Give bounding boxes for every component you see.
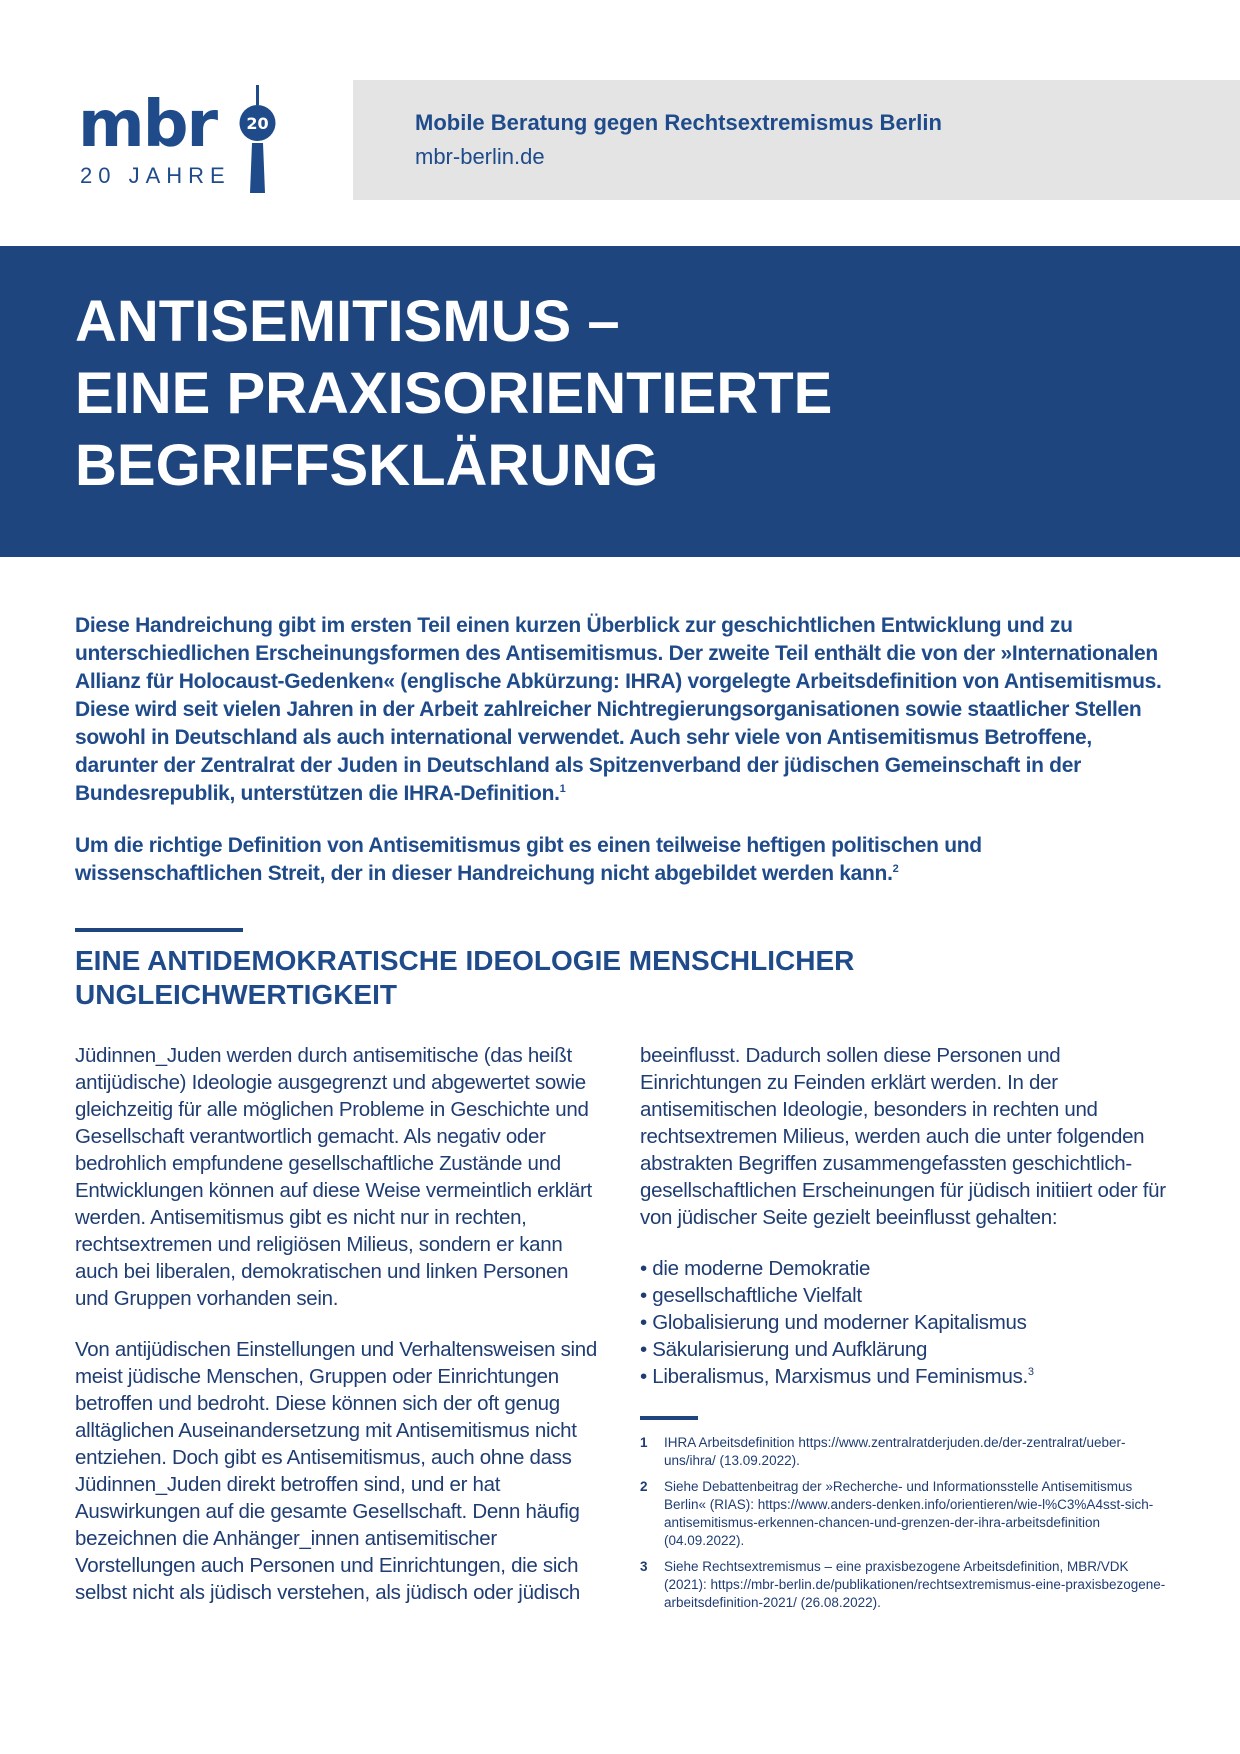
section-heading: EINE ANTIDEMOKRATISCHE IDEOLOGIE MENSCHLICHER UNGLEICHWERTIGKEIT	[75, 945, 855, 1010]
footnote-ref[interactable]: 3	[1027, 1366, 1034, 1379]
mbr-logo	[78, 85, 288, 195]
left-column	[75, 1042, 605, 1630]
title-line: BEGRIFFSKLÄRUNG	[75, 433, 659, 498]
intro-paragraph	[75, 832, 1170, 888]
footnote-text: Siehe Rechtsextremismus – eine praxisbezogene Arbeitsdefinition, MBR/VDK (2021): https://mbr-berlin.de/publikationen/rechtsextremismus-eine-praxisbezogene-arbeitsdefinition-2021/ (26.08.2022).	[664, 1559, 1166, 1610]
title-line: ANTISEMITISMUS –	[75, 289, 620, 354]
website-link[interactable]: mbr-berlin.de	[415, 144, 545, 169]
logo-badge: 20	[246, 114, 269, 133]
list-item: • Globalisierung und moderner Kapitalismus	[640, 1309, 1170, 1336]
tv-tower-icon	[228, 85, 288, 195]
list-item: • Säkularisierung und Aufklärung	[640, 1336, 1170, 1363]
footnotes	[640, 1434, 1170, 1612]
title-banner	[0, 246, 1240, 557]
footnote-ref[interactable]: 1	[559, 783, 566, 795]
bullet-list	[640, 1255, 1170, 1390]
right-column	[640, 1042, 1170, 1630]
footnote	[640, 1558, 1170, 1612]
footnote-number: 2	[640, 1479, 648, 1494]
footnote	[640, 1434, 1170, 1470]
logo-subtitle: 20 JAHRE	[80, 163, 231, 188]
intro-paragraph	[75, 612, 1170, 808]
header-box	[353, 80, 1240, 200]
footnote-text: IHRA Arbeitsdefinition https://www.zentralratderjuden.de/der-zentralrat/ueber-uns/ihra/ (13.09.2022).	[664, 1435, 1126, 1468]
body-paragraph: Von antijüdischen Einstellungen und Verhaltensweisen sind meist jüdische Menschen, Gruppen oder Einrichtungen betroffen und bedroht. Diese können sich der oft genug alltäglichen Auseinandersetzung mit Antisemitismus nicht entziehen. Doch gibt es Antisemitismus, auch ohne dass Jüdinnen_Juden direkt betroffen sind, und er hat Auswirkungen auf die gesamte Gesellschaft. Denn häufig bezeichnen die Anhänger_innen antisemitischer Vorstellungen auch Personen und Einrichtungen, die sich selbst nicht als jüdisch verstehen, als jüdisch oder jüdisch	[75, 1338, 597, 1604]
list-item-text: Liberalismus, Marxismus und Feminismus.	[652, 1365, 1028, 1388]
footnote-number: 3	[640, 1559, 648, 1574]
main-content	[75, 612, 1170, 1630]
list-item: • gesellschaftliche Vielfalt	[640, 1282, 1170, 1309]
intro	[75, 612, 1170, 888]
footnote-number: 1	[640, 1435, 648, 1450]
footnote-ref[interactable]: 2	[892, 863, 899, 875]
section-rule	[75, 928, 243, 932]
intro-text: Diese Handreichung gibt im ersten Teil einen kurzen Überblick zur geschichtlichen Entwicklung und zu unterschiedlichen Erscheinungsformen des Antisemitismus. Der zweite Teil enthält die von der »Internationalen Allianz für Holocaust-Gedenken« (englische Abkürzung: IHRA) vorgelegte Arbeitsdefinition von Antisemitismus. Diese wird seit vielen Jahren in der Arbeit zahlreicher Nichtregierungsorganisationen sowie staatlicher Stellen sowohl in Deutschland als auch international verwendet. Auch sehr viele von Antisemitismus Betroffene, darunter der Zentralrat der Juden in Deutschland als Spitzenverband der jüdischen Gemeinschaft in der Bundesrepublik, unterstützen die IHRA-Definition.	[75, 614, 1162, 805]
list-item: • die moderne Demokratie	[640, 1255, 1170, 1282]
page-title	[75, 286, 832, 502]
logo-text: mbr	[78, 88, 217, 162]
footnote-text: Siehe Debattenbeitrag der »Recherche- und Informationsstelle Antisemitismus Berlin« (RIAS): https://www.anders-denken.info/orientieren/wie-l%C3%A4sst-sich-antisemitismus-erkennen-chancen-und-grenzen-der-ihra-arbeitsdefinition (04.09.2022).	[664, 1479, 1154, 1548]
intro-text: Um die richtige Definition von Antisemitismus gibt es einen teilweise heftigen politischen und wissenschaftlichen Streit, der in dieser Handreichung nicht abgebildet werden kann.	[75, 834, 982, 885]
columns	[75, 1042, 1170, 1630]
body-paragraph: Jüdinnen_Juden werden durch antisemitische (das heißt antijüdische) Ideologie ausgegrenzt und abgewertet sowie gleichzeitig für alle möglichen Probleme in Geschichte und Gesellschaft verantwortlich gemacht. Als negativ oder bedrohlich empfundene gesellschaftliche Zustände und Entwicklungen können auf diese Weise vermeintlich erklärt werden. Antisemitismus gibt es nicht nur in rechten, rechtsextremen und religiösen Milieus, sondern er kann auch bei liberalen, demokratischen und linken Personen und Gruppen vorhanden sein.	[75, 1044, 592, 1310]
footnote	[640, 1478, 1170, 1550]
organization-name: Mobile Beratung gegen Rechtsextremismus Berlin	[415, 110, 942, 135]
list-item	[640, 1363, 1170, 1390]
body-paragraph: beeinflusst. Dadurch sollen diese Personen und Einrichtungen zu Feinden erklärt werden. In der antisemitischen Ideologie, besonders in rechten und rechtsextremen Milieus, werden auch die unter folgenden abstrakten Begriffen zusammengefassten geschichtlich-gesellschaftlichen Erscheinungen für jüdisch initiiert oder für von jüdischer Seite gezielt beeinflusst gehalten:	[640, 1044, 1166, 1229]
title-line: EINE PRAXISORIENTIERTE	[75, 361, 833, 426]
footnote-rule	[640, 1416, 698, 1420]
